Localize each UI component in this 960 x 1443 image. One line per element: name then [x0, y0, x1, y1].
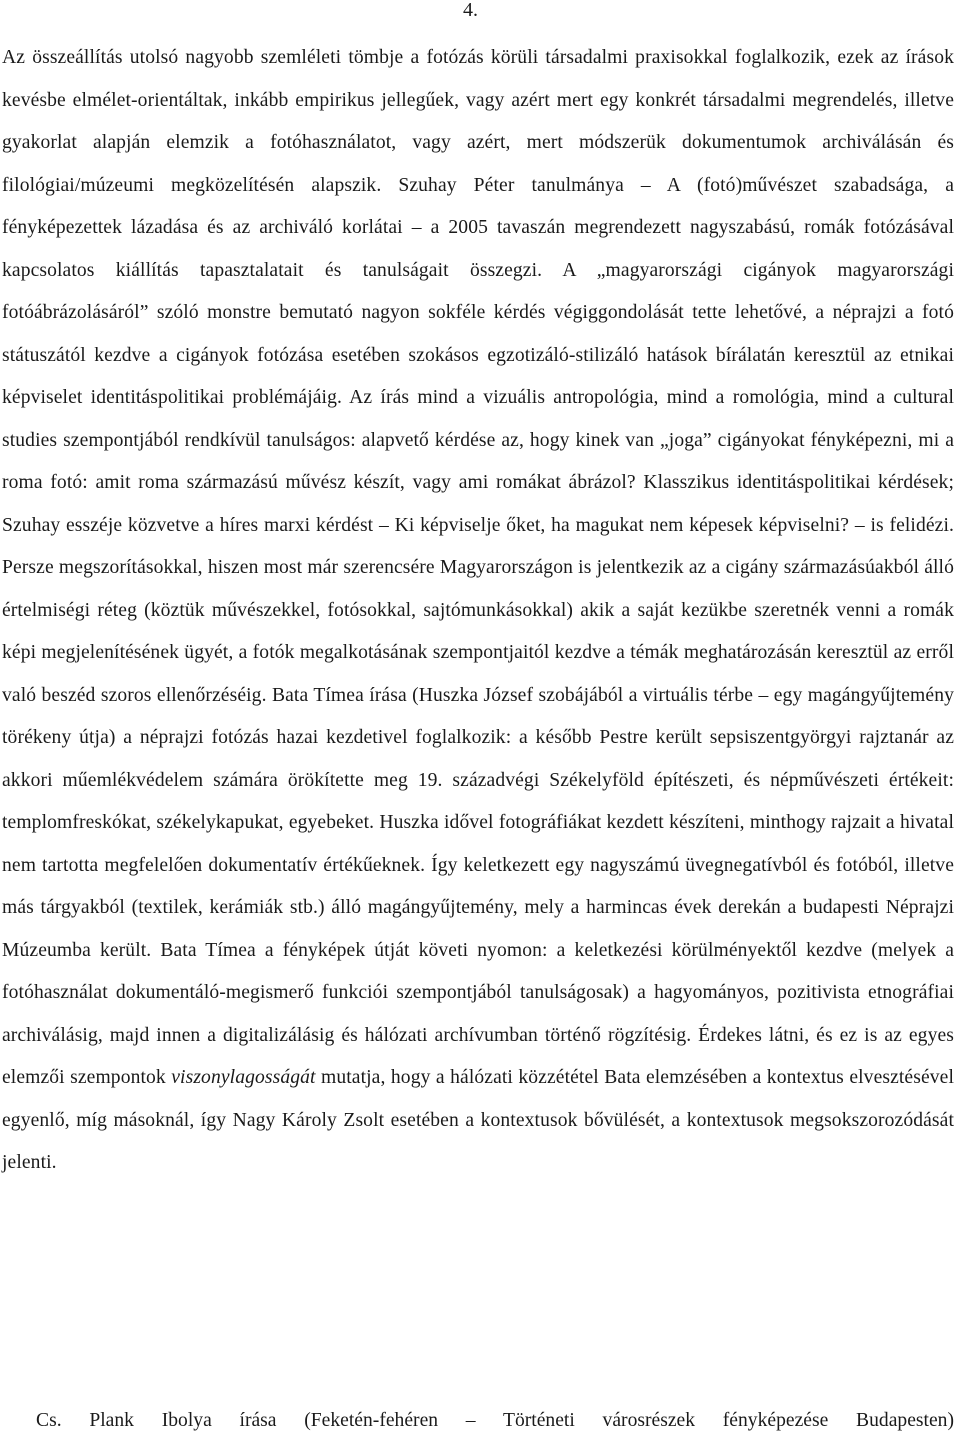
- paragraph-text-part-1: Az összeállítás utolsó nagyobb szemléleti tömbje a fotózás körüli társadalmi praxisokkal foglalkozik, ezek az írások kevésbe elmélet-orientáltak, inkább empirikus jellegűek, vagy azért mert egy konkrét társadalmi megrendelés, illetve gyakorlat alapján elemzik a fotóhasználatot, vagy azért, mert módszerük dokumentumok archiválásán és filológiai/múzeumi megközelítésén alapszik. Szuhay Péter tanulmánya – A (fotó)művészet szabadsága, a fényképezettek lázadása és az archiváló korlátai – a 2005 tavaszán megrendezett nagyszabású, romák fotózásával kapcsolatos kiállítás tapasztalatait és tanulságait összegzi. A „magyarországi cigányok magyarországi fotóábrázolásáról” szóló monstre bemutató nagyon sokféle kérdés végiggondolását tette lehetővé, a néprajzi a fotó státuszától kezdve a cigányok fotózása esetében szokásos egzotizáló-stilizáló hatások bírálatán keresztül az etnikai képviselet identitáspolitikai problémájáig. Az írás mind a vizuális antropológia, mind a romológia, mind a cultural studies szempontjából rendkívül tanulságos: alapvető kérdése az, hogy kinek van „joga” cigányokat fényképezni, mi a roma fotó: amit roma származású művész készít, vagy ami romákat ábrázol? Klasszikus identitáspolitikai kérdések; Szuhay esszéje közvetve a híres marxi kérdést – Ki képviselje őket, ha magukat nem képesek képviselni? – is felidézi. Persze megszorításokkal, hiszen most már szerencsére Magyarországon is jelentkezik az a cigány származásúakból álló értelmiségi réteg (köztük művészekkel, fotósokkal, sajtómunkásokkal) akik a saját kezükbe szeretnék venni a romák képi megjelenítésének ügyét, a fotók megalkotásának szempontjaitól kezdve a témák meghatározásán keresztül az erről való beszéd szoros ellenőrzéséig. Bata Tímea írása (Huszka József szobájából a virtuális térbe – egy magángyűjtemény törékeny útja) a néprajzi fotózás hazai kezdetivel foglalkozik: a később Pestre került sepsiszentgyörgyi rajztanár az akkori műemlékvédelem számára örökítette meg 19. századvégi Székelyföld építészeti, és népművészeti értékeit: templomfreskókat, székelykapukat, egyebeket. Huszka idővel fotográfiákat kezdett készíteni, minthogy rajzait a hivatal nem tartotta megfelelően dokumentatív értékűeknek. Így keletkezett egy nagyszámú üvegnegatívból és fotóból, illetve más tárgyakból (textilek, kerámiák stb.) álló magángyűjtemény, mely a harmincas évek derekán a budapesti Néprajzi Múzeumba került. Bata Tímea a fényképek útját követi nyomon: a keletkezési körülményektől kezdve (melyek a fotóhasználat dokumentáló-megismerő funkciói szempontjából tanulságosak) a hagyományos, pozitivista etnográfiai archiválásig, majd innen a digitalizálásig és hálózati archívumban történő rögzítésig. Érdekes látni, és ez is az egyes elemzői szempontok: [2, 47, 954, 1088]
- next-paragraph-text: Cs. Plank Ibolya írása (Feketén-fehéren – Történeti városrészek fényképezése Budapesten): [36, 1410, 954, 1431]
- emphasized-word: viszonylagosságát: [171, 1067, 316, 1088]
- page-number: 4.: [463, 0, 478, 21]
- paragraph-text-part-2: mutatja, hogy a hálózati közzététel Bata elemzésében a kontextus elvesztésével egyenlő, míg másoknál, így Nagy Károly Zsolt esetében a kontextusok bővülését, a kontextusok megsokszorozódását jelenti.: [2, 1067, 954, 1173]
- body-paragraph: [2, 37, 954, 1185]
- next-paragraph-first-line: [2, 1400, 954, 1443]
